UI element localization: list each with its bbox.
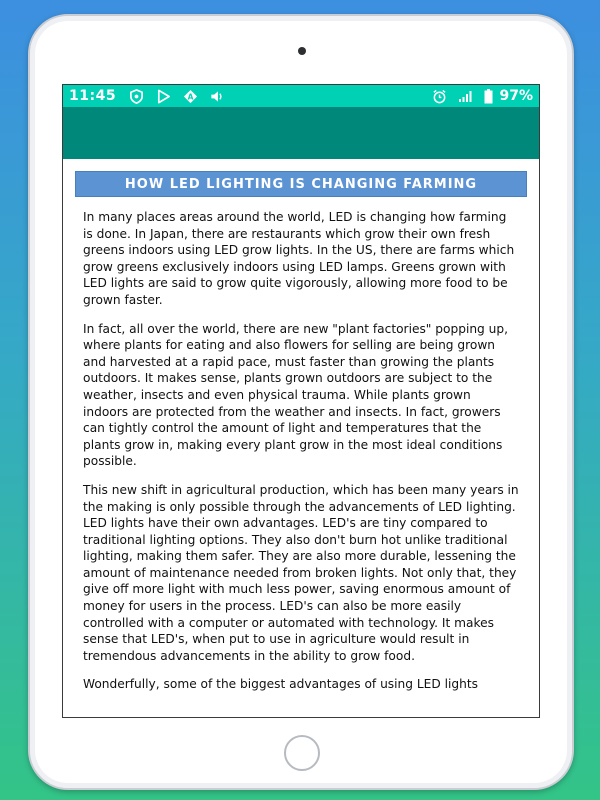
status-time: 11:45 [69,88,117,104]
home-button[interactable] [284,735,320,771]
tablet-frame [28,14,574,790]
article-title: HOW LED LIGHTING IS CHANGING FARMING [75,171,527,197]
front-camera [298,47,306,55]
article-paragraph: In many places areas around the world, LED is changing how farming is done. In Japan, there are restaurants which grow their own fresh greens indoors using LED grow lights. In the US, there are farms which grow greens exclusively indoors using LED lamps. Greens grown with LED lights are said to grow quite vigorously, allowing more food to be grown faster. [83,210,515,307]
article-content [63,159,539,693]
app-toolbar [63,107,539,159]
svg-text:A: A [187,91,193,101]
battery-icon [483,88,493,104]
device-screen [62,84,540,718]
article-paragraph: This new shift in agricultural production, which has been many years in the making is only possible through the advancements of LED lighting. LED lights have their own advantages. LED's are tiny compared to traditional lighting options. They also don't burn hot unlike traditional lighting, making them safer. They are also more durable, lessening the amount of maintenance needed from broken lights. Not only that, they give off more light with much less power, saving enormous amount of money for users in the process. LED's can also be more easily controlled with a computer or automated with technology. It makes sense that LED's, when put to use in agriculture would result in tremendous advancements in the ability to grow food. [83,482,519,663]
alarm-icon [429,88,449,104]
android-icon [180,88,200,104]
status-right-group [429,88,533,104]
battery-percent: 97% [499,88,533,104]
status-bar [63,85,539,107]
article-paragraph: Wonderfully, some of the biggest advantages of using LED lights [83,677,478,692]
signal-icon [456,88,476,104]
shield-icon [126,88,146,104]
play-store-icon [153,88,173,104]
article-paragraph: In fact, all over the world, there are new "plant factories" popping up, where plants for eating and also flowers for selling are being grown and harvested at a rapid pace, must faster than growing the plants outdoors. It makes sense, plants grown outdoors are subject to the weather, insects and even physical trauma. While plants grown indoors are protected from the weather and insects. In fact, growers can tightly control the amount of light and temperatures that the plants grow in, making every plant grow in the most ideal conditions possible. [83,321,509,469]
volume-icon [207,88,227,104]
